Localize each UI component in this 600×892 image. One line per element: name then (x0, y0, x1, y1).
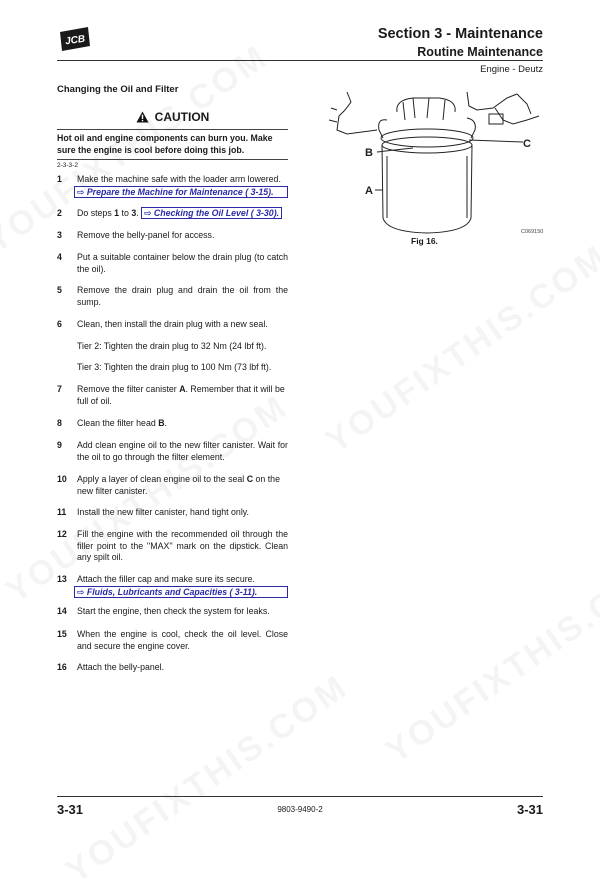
step-15 (57, 629, 288, 652)
step-text: . (164, 418, 167, 428)
step-number: 5 (57, 285, 62, 295)
step-text: Attach the belly-panel. (77, 662, 165, 672)
link-prepare-machine[interactable]: ⇨ Prepare the Machine for Maintenance ( 3-15). (74, 186, 288, 199)
caution-divider (57, 129, 288, 130)
step-number: 7 (57, 384, 62, 394)
step-number: 4 (57, 252, 62, 262)
step-number: 16 (57, 662, 67, 672)
caution-header (57, 108, 288, 125)
step-7 (57, 384, 288, 407)
step-text: Remove the belly-panel for access. (77, 230, 215, 240)
step-text: Attach the filler cap and make sure its secure. (77, 574, 255, 584)
step-ref: 1 (114, 208, 120, 218)
watermark (59, 668, 356, 892)
step-number: 10 (57, 474, 67, 484)
label-b: B (365, 147, 373, 159)
step-11 (57, 507, 288, 519)
torque-note-tier3: Tier 3: Tighten the drain plug to 100 Nm (73 lbf ft). (77, 362, 272, 372)
step-text: Add clean engine oil to the new filter canister. Wait for the oil to go through the filter element. (77, 440, 288, 462)
figure-caption: Fig 16. (411, 236, 438, 246)
part-ref: B (158, 418, 165, 428)
step-number: 3 (57, 230, 62, 240)
subsection-title: Routine Maintenance (417, 45, 543, 59)
figure-code: C069150 (521, 229, 544, 235)
page-number-left: 3-31 (57, 802, 84, 817)
watermark (379, 548, 600, 772)
step-text: . (136, 208, 142, 218)
step-16 (57, 662, 288, 674)
torque-note-tier2: Tier 2: Tighten the drain plug to 32 Nm (24 lbf ft). (77, 340, 267, 351)
caution-label: CAUTION (154, 109, 210, 124)
step-text: Start the engine, then check the system for leaks. (77, 606, 270, 616)
document-number: 9803-9490-2 (277, 805, 323, 814)
step-number: 12 (57, 529, 67, 539)
step-text: Clean, then install the drain plug with a new seal. (77, 319, 268, 329)
part-ref: A (179, 384, 186, 394)
step-number: 13 (57, 574, 67, 584)
part-ref: C (246, 474, 254, 484)
page-number-right: 3-31 (516, 802, 543, 817)
label-c: C (523, 138, 531, 150)
caution-text: Hot oil and engine components can burn you. Make sure the engine is cool before doing this job. (57, 133, 273, 155)
step-text: to (119, 208, 132, 218)
section-title: Section 3 - Maintenance (377, 26, 543, 42)
svg-text:JCB: JCB (64, 33, 86, 48)
link-checking-oil-level[interactable]: ⇨ Checking the Oil Level ( 3-30). (141, 207, 282, 219)
step-text: Put a suitable container below the drain plug (to catch the oil). (77, 252, 288, 274)
warning-icon (136, 111, 149, 123)
step-number: 8 (57, 418, 62, 428)
step-text: Remove the filter canister (77, 384, 180, 394)
step-number: 1 (57, 174, 62, 184)
step-text: Remove the drain plug and drain the oil from the sump. (77, 285, 288, 307)
step-1 (57, 174, 288, 198)
step-text: . Remember that it will be full of oil. (77, 384, 285, 406)
step-number: 11 (57, 507, 67, 517)
step-8 (57, 418, 288, 430)
step-text: Install the new filter canister, hand tight only. (77, 507, 249, 517)
step-text: Clean the filter head (77, 418, 159, 428)
step-2 (57, 208, 288, 220)
caution-code: 2-3-3-2 (57, 162, 78, 169)
oil-filter-figure (317, 90, 545, 242)
step-text: When the engine is cool, check the oil level. Close and secure the engine cover. (77, 629, 288, 651)
procedure-title: Changing the Oil and Filter (57, 84, 179, 95)
label-a: A (365, 185, 373, 197)
caution-divider (57, 159, 288, 160)
step-number: 2 (57, 208, 62, 218)
step-text: on the new filter canister. (77, 474, 280, 496)
step-3 (57, 230, 288, 242)
step-number: 6 (57, 319, 62, 329)
step-4 (57, 252, 288, 275)
step-5 (57, 285, 288, 308)
step-9 (57, 440, 288, 463)
step-13 (57, 574, 288, 598)
footer-divider (57, 796, 543, 797)
watermark (319, 238, 600, 462)
step-text: Do steps (77, 208, 115, 218)
step-number: 14 (57, 606, 67, 616)
jcb-logo (58, 26, 92, 52)
step-text: Fill the engine with the recommended oil through the filler point to the ''MAX'' mark on the dipstick. Clean any spilt oil. (77, 529, 288, 562)
step-number: 9 (57, 440, 62, 450)
step-6 (57, 319, 288, 374)
step-text: Apply a layer of clean engine oil to the seal (77, 474, 247, 484)
step-number: 15 (57, 629, 67, 639)
caution-box (57, 108, 288, 169)
header-divider (57, 60, 543, 61)
step-12 (57, 529, 288, 564)
step-ref: 3 (131, 208, 137, 218)
engine-tag: Engine - Deutz (480, 64, 543, 75)
step-10 (57, 474, 288, 497)
step-text: Make the machine safe with the loader arm lowered. (77, 174, 281, 184)
step-14 (57, 606, 288, 618)
link-fluids-lubricants[interactable]: ⇨ Fluids, Lubricants and Capacities ( 3-11). (74, 586, 288, 599)
header-titles (378, 25, 543, 60)
